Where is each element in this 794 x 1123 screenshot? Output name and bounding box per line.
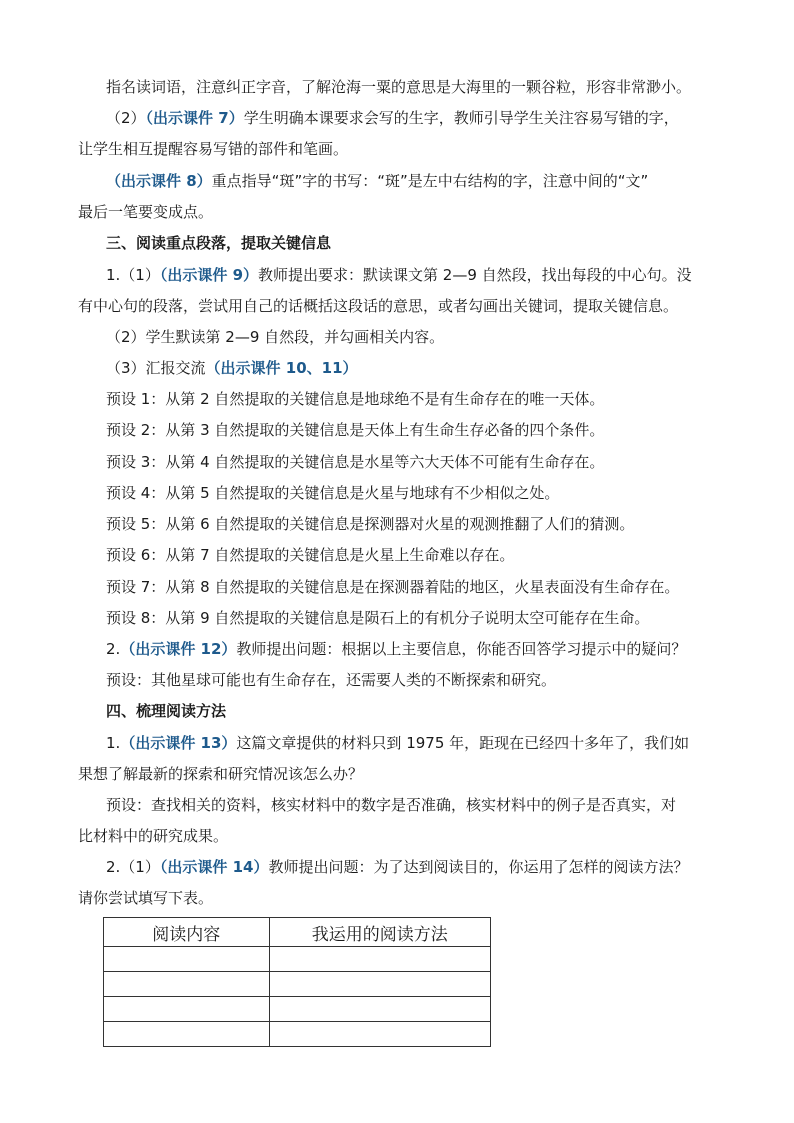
paragraph-line: 1.（1）（出示课件 9）教师提出要求：默读课文第 2—9 自然段，找出每段的中心句。没	[106, 266, 692, 284]
courseware-reference: （出示课件 9）	[159, 266, 259, 284]
paragraph-line: 有中心句的段落，尝试用自己的话概括这段话的意思，或者勾画出关键词，提取关键信息。	[78, 297, 679, 315]
courseware-reference: （出示课件 8）	[106, 172, 212, 190]
paragraph-line: 比材料中的研究成果。	[78, 827, 229, 845]
table-cell[interactable]	[269, 972, 490, 997]
table-cell[interactable]	[269, 1022, 490, 1047]
preset-line: 预设 6：从第 7 自然提取的关键信息是火星上生命难以存在。	[106, 546, 515, 564]
table-cell[interactable]	[269, 947, 490, 972]
preset-line: 预设 4：从第 5 自然提取的关键信息是火星与地球有不少相似之处。	[106, 484, 560, 502]
courseware-reference: （出示课件 12）	[120, 640, 237, 658]
preset-line: 预设：查找相关的资料，核实材料中的数字是否准确，核实材料中的例子是否真实，对	[106, 796, 677, 814]
preset-line: 预设 3：从第 4 自然提取的关键信息是水星等六大天体不可能有生命存在。	[106, 453, 605, 471]
paragraph-line: （2）（出示课件 7）学生明确本课要求会写的生字，教师引导学生关注容易写错的字，	[106, 109, 679, 127]
preset-line: 预设 1：从第 2 自然提取的关键信息是地球绝不是有生命存在的唯一天体。	[106, 390, 605, 408]
preset-line: 预设：其他星球可能也有生命存在，还需要人类的不断探索和研究。	[106, 671, 557, 689]
table-header-cell: 阅读内容	[104, 918, 270, 947]
table-row	[104, 972, 491, 997]
paragraph-line: 请你尝试填写下表。	[78, 889, 214, 907]
table-cell[interactable]	[104, 997, 270, 1022]
table-row	[104, 1022, 491, 1047]
preset-line: 预设 8：从第 9 自然提取的关键信息是陨石上的有机分子说明太空可能存在生命。	[106, 609, 650, 627]
table-header-row	[104, 918, 491, 947]
paragraph-line: （出示课件 8）重点指导“斑”字的书写：“斑”是左中右结构的字，注意中间的“文”	[106, 172, 649, 190]
paragraph-line: （3）汇报交流（出示课件 10、11）	[106, 359, 358, 377]
paragraph-line: 让学生相互提醒容易写错的部件和笔画。	[78, 140, 349, 158]
paragraph-line: 1.（出示课件 13）这篇文章提供的材料只到 1975 年，距现在已经四十多年了，我们如	[106, 734, 690, 752]
courseware-reference: （出示课件 7）	[145, 109, 244, 127]
paragraph-line: 最后一笔要变成点。	[78, 203, 214, 221]
table-cell[interactable]	[104, 1022, 270, 1047]
table-cell[interactable]	[104, 972, 270, 997]
preset-line: 预设 2：从第 3 自然提取的关键信息是天体上有生命生存必备的四个条件。	[106, 421, 605, 439]
table-header-cell: 我运用的阅读方法	[269, 918, 490, 947]
table-row	[104, 947, 491, 972]
paragraph-line: 2.（出示课件 12）教师提出问题：根据以上主要信息，你能否回答学习提示中的疑问？	[106, 640, 687, 658]
paragraph-line: （2）学生默读第 2—9 自然段，并勾画相关内容。	[106, 328, 445, 346]
section-heading: 三、阅读重点段落，提取关键信息	[106, 234, 332, 252]
preset-line: 预设 5：从第 6 自然提取的关键信息是探测器对火星的观测推翻了人们的猜测。	[106, 515, 635, 533]
paragraph-line: 果想了解最新的探索和研究情况该怎么办？	[78, 765, 364, 783]
courseware-reference: （出示课件 13）	[120, 734, 237, 752]
paragraph-line: 指名读词语，注意纠正字音，了解沧海一粟的意思是大海里的一颗谷粒，形容非常渺小。	[106, 78, 692, 96]
preset-line: 预设 7：从第 8 自然提取的关键信息是在探测器着陆的地区，火星表面没有生命存在。	[106, 578, 680, 596]
courseware-reference: （出示课件 10、11）	[205, 359, 358, 377]
section-heading: 四、梳理阅读方法	[106, 702, 227, 720]
reading-method-table	[103, 917, 491, 1047]
courseware-reference: （出示课件 14）	[159, 858, 269, 876]
table-cell[interactable]	[269, 997, 490, 1022]
table-row	[104, 997, 491, 1022]
table-cell[interactable]	[104, 947, 270, 972]
paragraph-line: 2.（1）（出示课件 14）教师提出问题：为了达到阅读目的，你运用了怎样的阅读方法？	[106, 858, 689, 876]
